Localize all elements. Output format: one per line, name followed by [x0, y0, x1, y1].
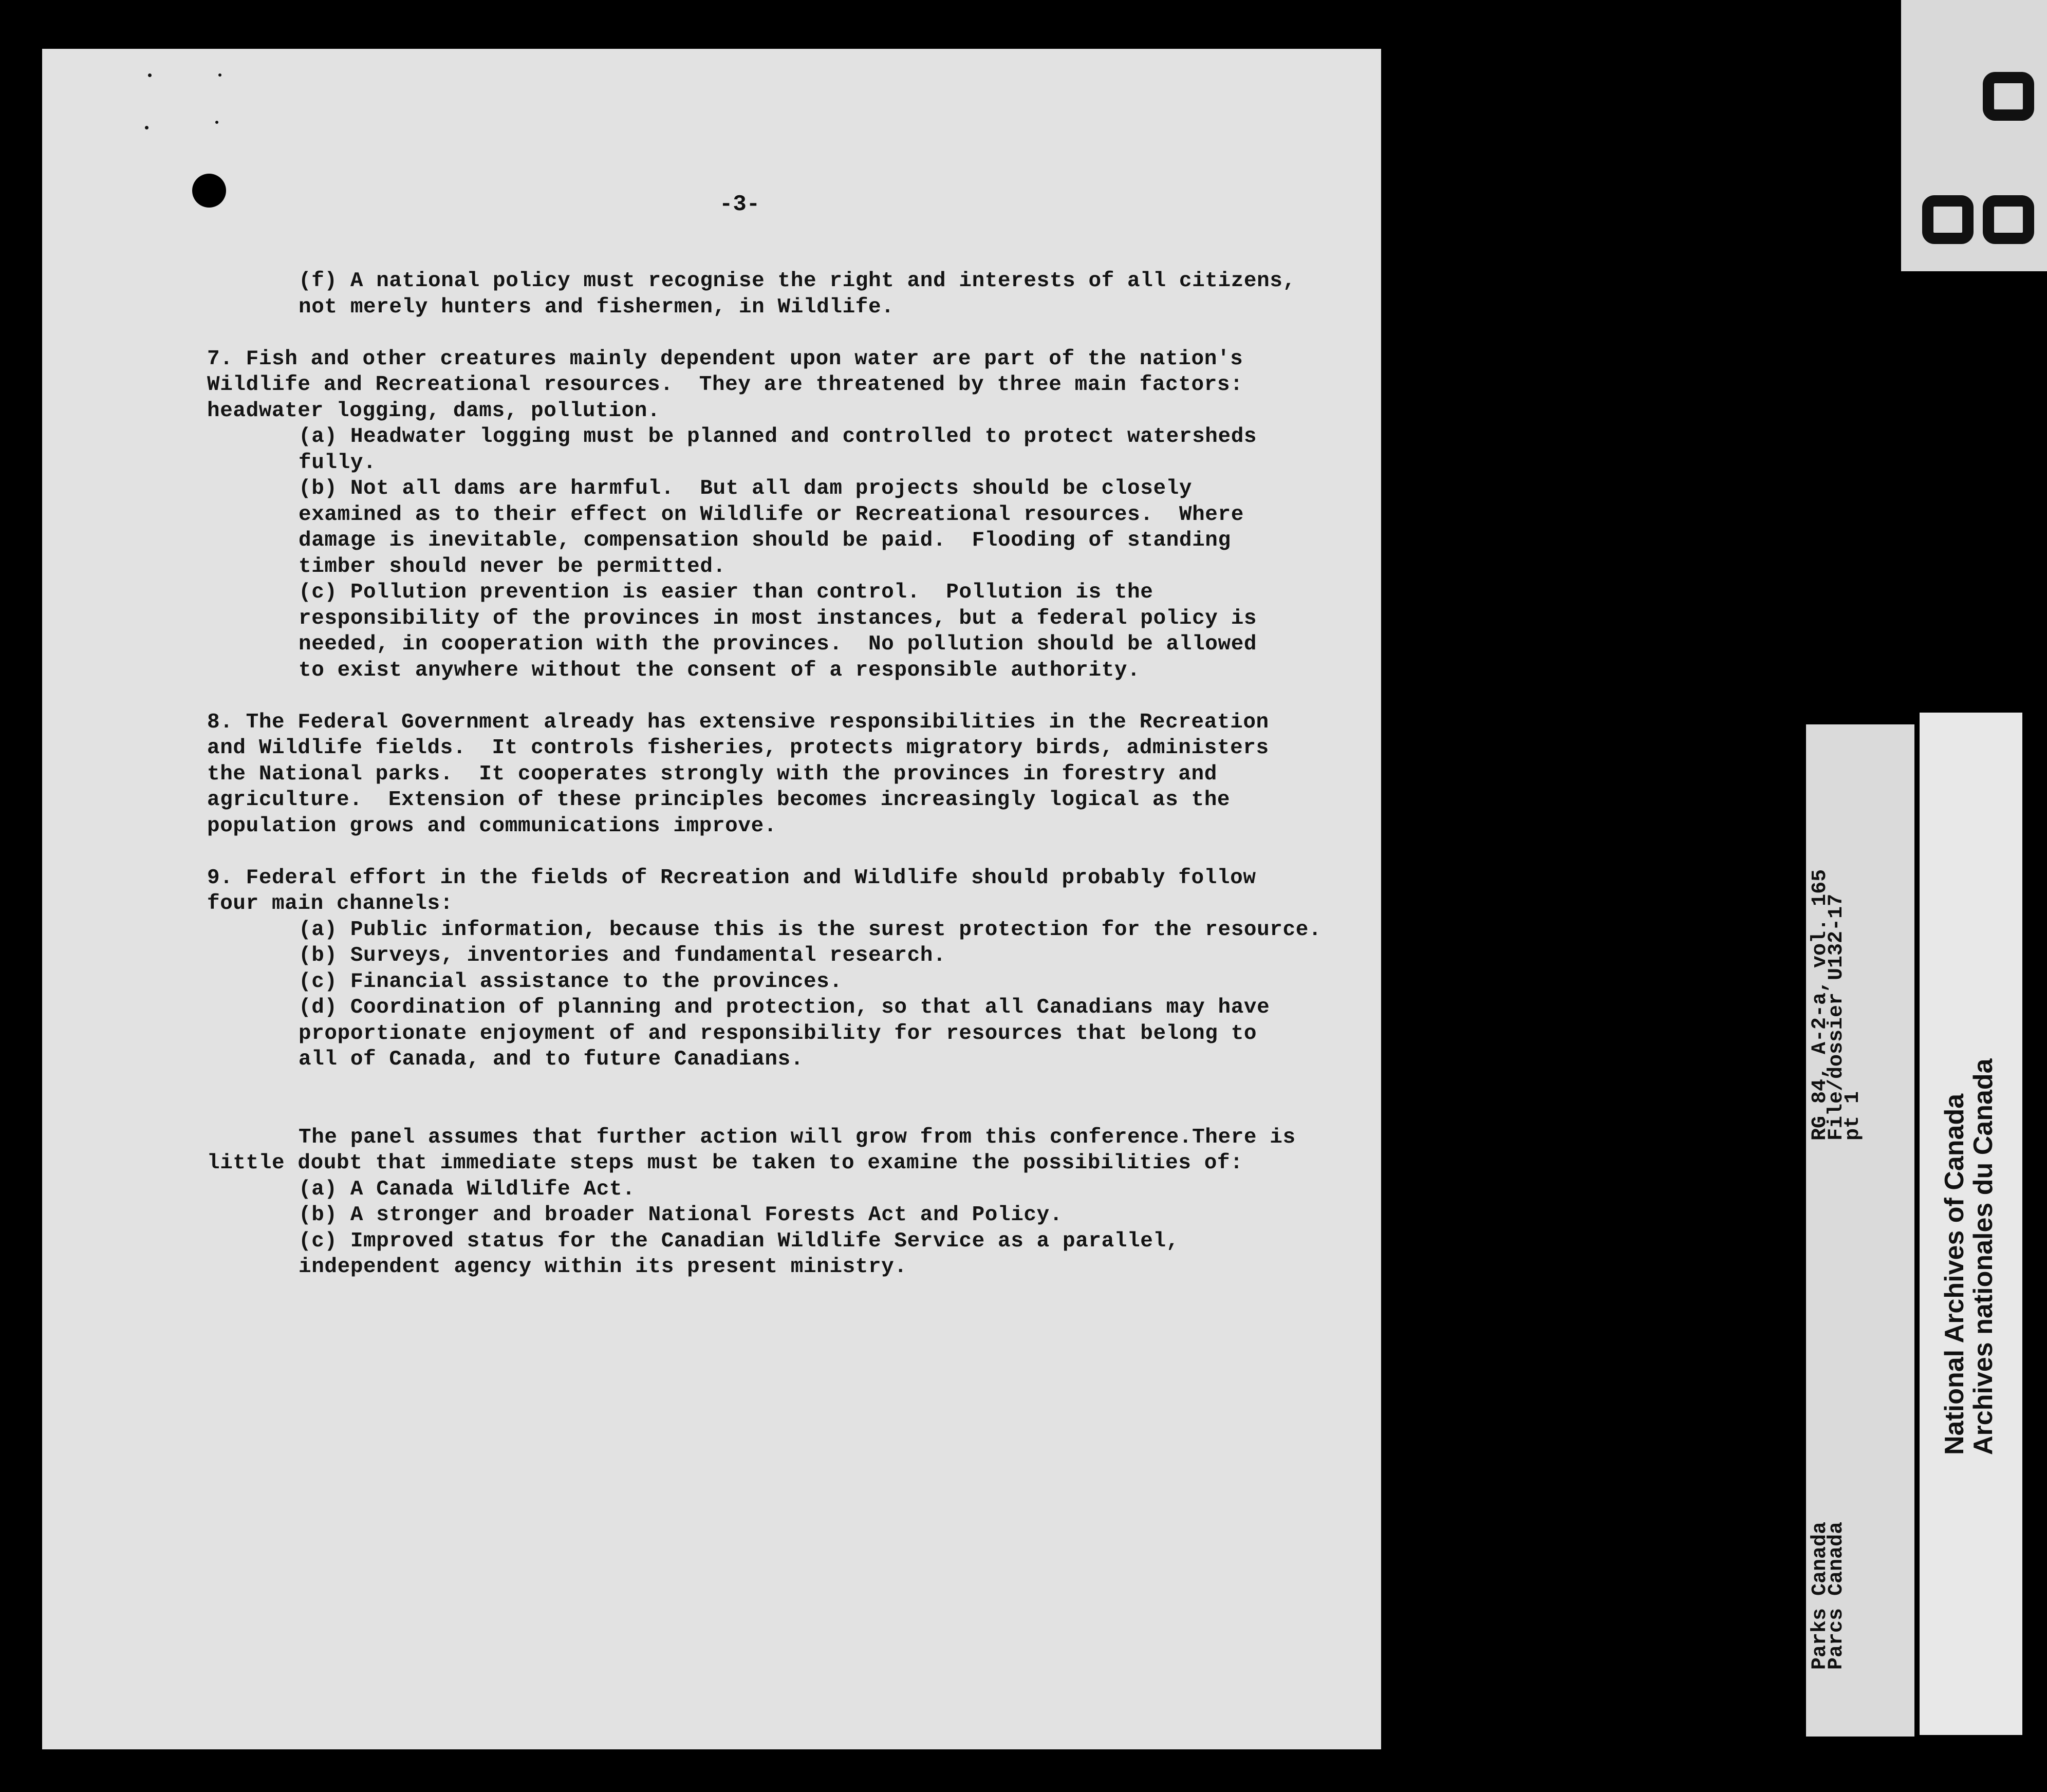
body-line: (d) Coordination of planning and protection, so that all Canadians may have: [299, 996, 1270, 1019]
institution-line: Archives nationales du Canada: [1968, 1058, 1998, 1455]
punch-hole-icon: [192, 174, 226, 208]
body-line: the National parks. It cooperates strongly with the provinces in forestry and: [207, 762, 1217, 786]
body-line: four main channels:: [207, 892, 453, 916]
body-line: (b) Surveys, inventories and fundamental research.: [299, 944, 946, 967]
body-line: [207, 1098, 1322, 1125]
body-line: (b) A stronger and broader National Forests Act and Policy.: [299, 1203, 1063, 1227]
speck-mark: [148, 73, 152, 77]
body-line: needed, in cooperation with the provinces. No pollution should be allowed: [299, 632, 1257, 656]
speck-mark: [218, 73, 221, 77]
body-line: (a) Headwater logging must be planned and controlled to protect watersheds: [299, 425, 1257, 449]
page-number: -3-: [719, 192, 760, 217]
body-line: fully.: [299, 451, 377, 475]
body-line: (c) Improved status for the Canadian Wildlife Service as a parallel,: [299, 1229, 1179, 1253]
department-line: Parks Canada: [1809, 1521, 1832, 1670]
body-line: [207, 320, 1322, 346]
body-line: responsibility of the provinces in most instances, but a federal policy is: [299, 606, 1257, 630]
institution-line: National Archives of Canada: [1940, 1093, 1969, 1455]
frame-code-digit: [1922, 195, 1974, 244]
body-line: [207, 839, 1322, 865]
archive-reference-card: [1806, 724, 1914, 1737]
archive-department: [1809, 1521, 1848, 1670]
body-line: to exist anywhere without the consent of a responsible authority.: [299, 658, 1141, 682]
body-line: examined as to their effect on Wildlife or Recreational resources. Where: [299, 502, 1244, 527]
body-line: timber should never be permitted.: [299, 554, 726, 578]
body-line: little doubt that immediate steps must be taken to examine the possibilities of:: [207, 1151, 1243, 1175]
body-line: Wildlife and Recreational resources. They are threatened by three main factors:: [207, 373, 1243, 397]
body-line: The panel assumes that further action will grow from this conference.There is: [299, 1125, 1296, 1149]
body-line: (a) A Canada Wildlife Act.: [299, 1177, 636, 1201]
reference-line: pt 1: [1841, 1091, 1865, 1141]
body-line: population grows and communications improve.: [207, 814, 777, 838]
body-line: damage is inevitable, compensation should be paid. Flooding of standing: [299, 529, 1231, 552]
archive-institution: [1940, 1058, 1998, 1455]
archive-reference: [1809, 869, 1865, 1141]
body-line: [207, 683, 1322, 710]
body-line: and Wildlife fields. It controls fisheries, protects migratory birds, administers: [207, 736, 1269, 760]
frame-code-strip: [1901, 0, 2047, 271]
document-body: [207, 268, 1322, 1280]
body-line: agriculture. Extension of these principles becomes increasingly logical as the: [207, 788, 1231, 812]
reference-line: File/dossier U132-17: [1825, 893, 1848, 1141]
body-line: 8. The Federal Government already has extensive responsibilities in the Recreation: [207, 710, 1269, 734]
body-line: headwater logging, dams, pollution.: [207, 399, 661, 423]
body-line: all of Canada, and to future Canadians.: [299, 1048, 804, 1071]
body-line: (c) Pollution prevention is easier than control. Pollution is the: [299, 581, 1153, 604]
body-line: (a) Public information, because this is the surest protection for the resource.: [299, 918, 1322, 942]
body-line: independent agency within its present ministry.: [299, 1255, 907, 1279]
reference-line: RG 84, A-2-a, vol. 165: [1809, 869, 1832, 1141]
body-line: 9. Federal effort in the fields of Recreation and Wildlife should probably follow: [207, 866, 1256, 890]
frame-code-digit: [1983, 195, 2034, 244]
speck-mark: [215, 121, 218, 124]
body-line: (b) Not all dams are harmful. But all dam projects should be closely: [299, 477, 1193, 500]
body-line: 7. Fish and other creatures mainly dependent upon water are part of the nation's: [207, 347, 1243, 371]
speck-mark: [145, 126, 148, 129]
body-line: not merely hunters and fishermen, in Wildlife.: [299, 295, 895, 319]
department-line: Parcs Canada: [1825, 1521, 1848, 1670]
body-line: (f) A national policy must recognise the right and interests of all citizens,: [299, 269, 1296, 293]
body-line: proportionate enjoyment of and responsibility for resources that belong to: [299, 1021, 1257, 1046]
body-line: (c) Financial assistance to the provinces.: [299, 969, 843, 994]
frame-code-digit: [1983, 72, 2034, 121]
archive-institution-card: [1920, 713, 2022, 1735]
body-line: [207, 1073, 1322, 1099]
